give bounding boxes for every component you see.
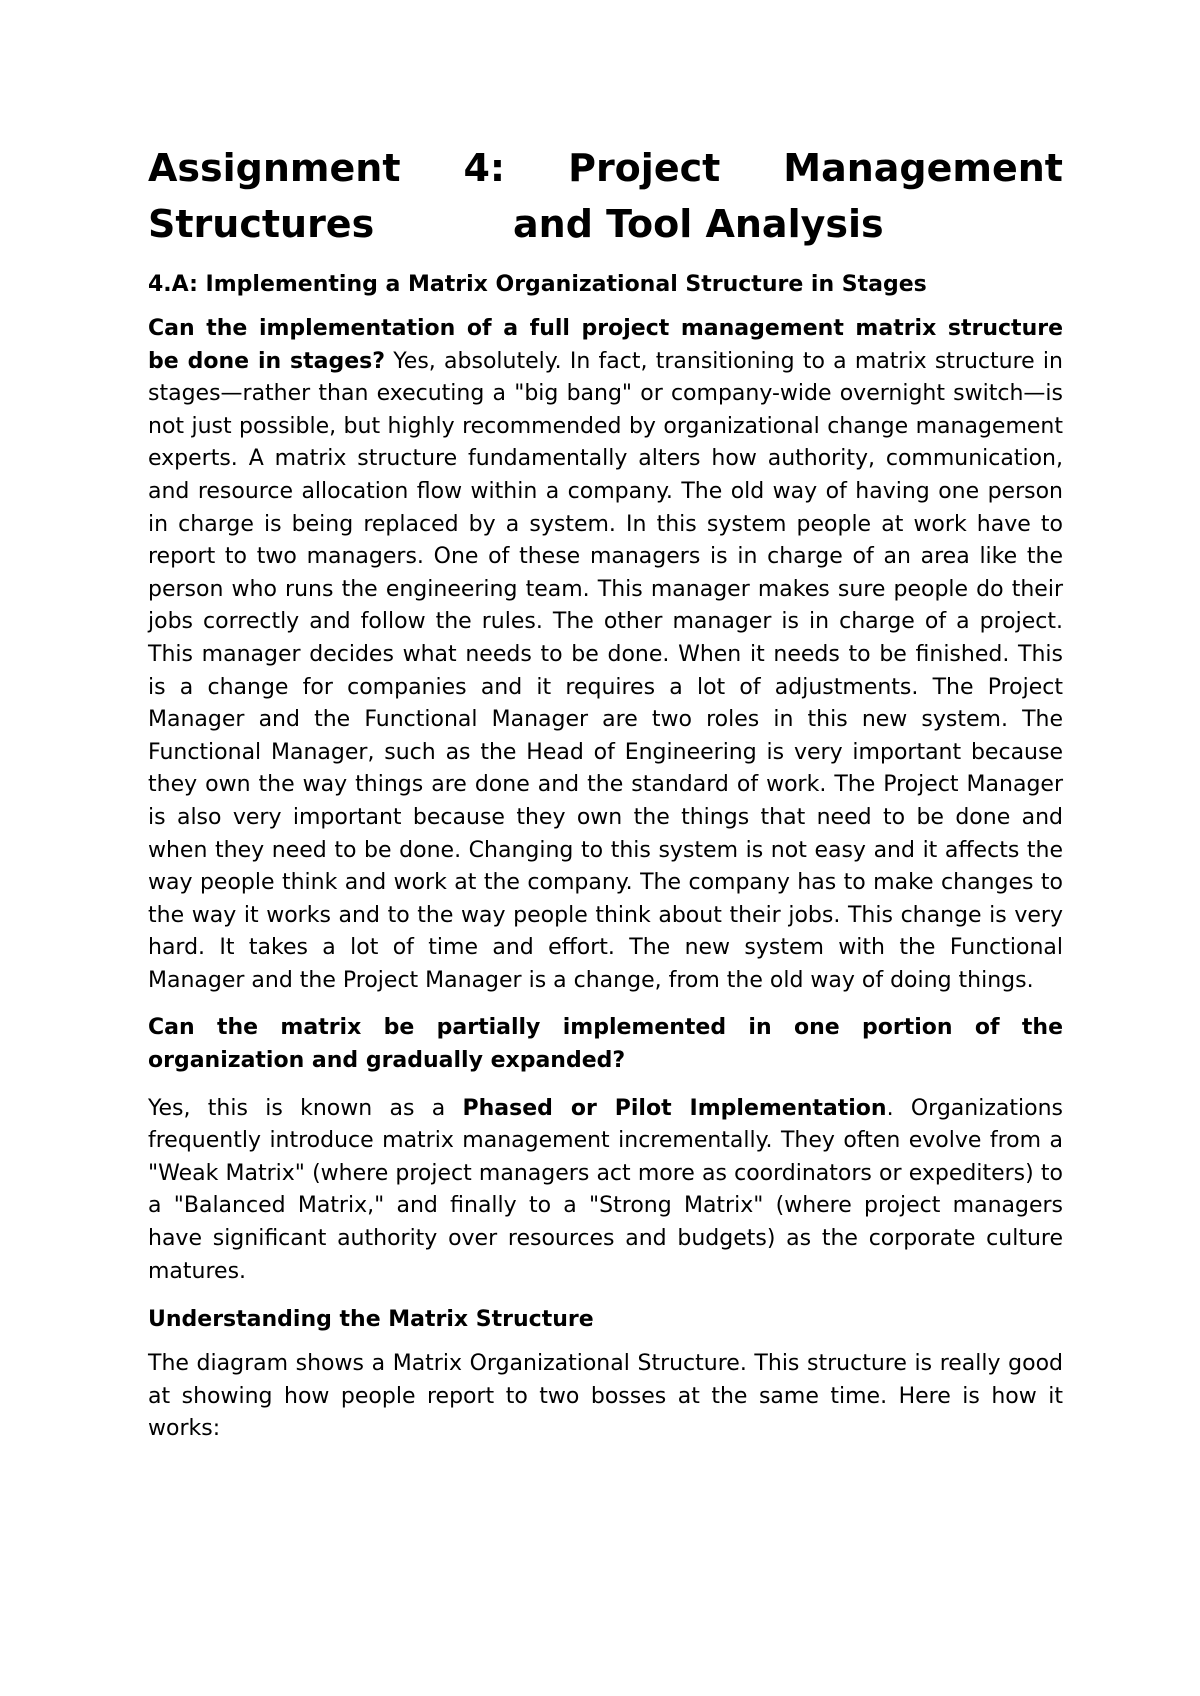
title-word: Management: [783, 146, 1063, 190]
question-q1: Can the implementation of a full project management matrix structure be done in stages?: [148, 316, 1063, 374]
answer-q2-bold: Phased or Pilot Implementation: [462, 1095, 887, 1121]
answer-q2-prefix: Yes, this is known as a: [148, 1095, 463, 1121]
section-heading: 4.A: Implementing a Matrix Organizational Structure in Stages: [148, 272, 927, 297]
answer-q2-suffix: . Organizations frequently introduce matrix management incrementally. They often evolve from a "Weak Matrix" (where project managers act more as coordinators or expediters) to a "Balanced Matrix," and finally to a "Strong Matrix" (where project managers have significant authority over resources and budgets) as the corporate culture matures.: [148, 1095, 1063, 1284]
paragraph-q1: [148, 313, 1063, 997]
title-word: Structures: [148, 202, 375, 246]
document-title: [148, 140, 1063, 252]
title-line-1: [148, 140, 1063, 196]
title-word: Assignment: [148, 146, 401, 190]
title-word: and Tool Analysis: [513, 202, 884, 246]
question-q2: Can the matrix be partially implemented in one portion of the organization and gradually expanded?: [148, 1015, 1063, 1074]
title-word: 4:: [463, 146, 506, 190]
title-line-2: [148, 196, 1063, 252]
understanding-heading: Understanding the Matrix Structure: [148, 1307, 594, 1333]
document-page: [148, 140, 1063, 1461]
title-word: Project: [568, 146, 721, 190]
paragraph-q2: [148, 1093, 1063, 1289]
understanding-paragraph: The diagram shows a Matrix Organizational Structure. This structure is really good at showing how people report to two bosses at the same time. Here is how it works:: [148, 1351, 1063, 1442]
answer-q1: Yes, absolutely. In fact, transitioning to a matrix structure in stages—rather than executing a "big bang" or company-wide overnight switch—is not just possible, but highly recommended by organizational change management experts. A matrix structure fundamentally alters how authority, communication, and resource allocation flow within a company. The old way of having one person in charge is being replaced by a system. In this system people at work have to report to two managers. One of these managers is in charge of an area like the person who runs the engineering team. This manager makes sure people do their jobs correctly and follow the rules. The other manager is in charge of a project. This manager decides what needs to be done. When it needs to be finished. This is a change for companies and it requires a lot of adjustments. The Project Manager and the Functional Manager are two roles in this new system. The Functional Manager, such as the Head of Engineering is very important because they own the way things are done and the standard of work. The Project Manager is also very important because they own the things that need to be done and when they need to be done. Changing to this system is not easy and it affects the way people think and work at the company. The company has to make changes to the way it works and to the way people think about their jobs. This change is very hard. It takes a lot of time and effort. The new system with the Functional Manager and the Project Manager is a change, from the old way of doing things.: [148, 348, 1063, 993]
